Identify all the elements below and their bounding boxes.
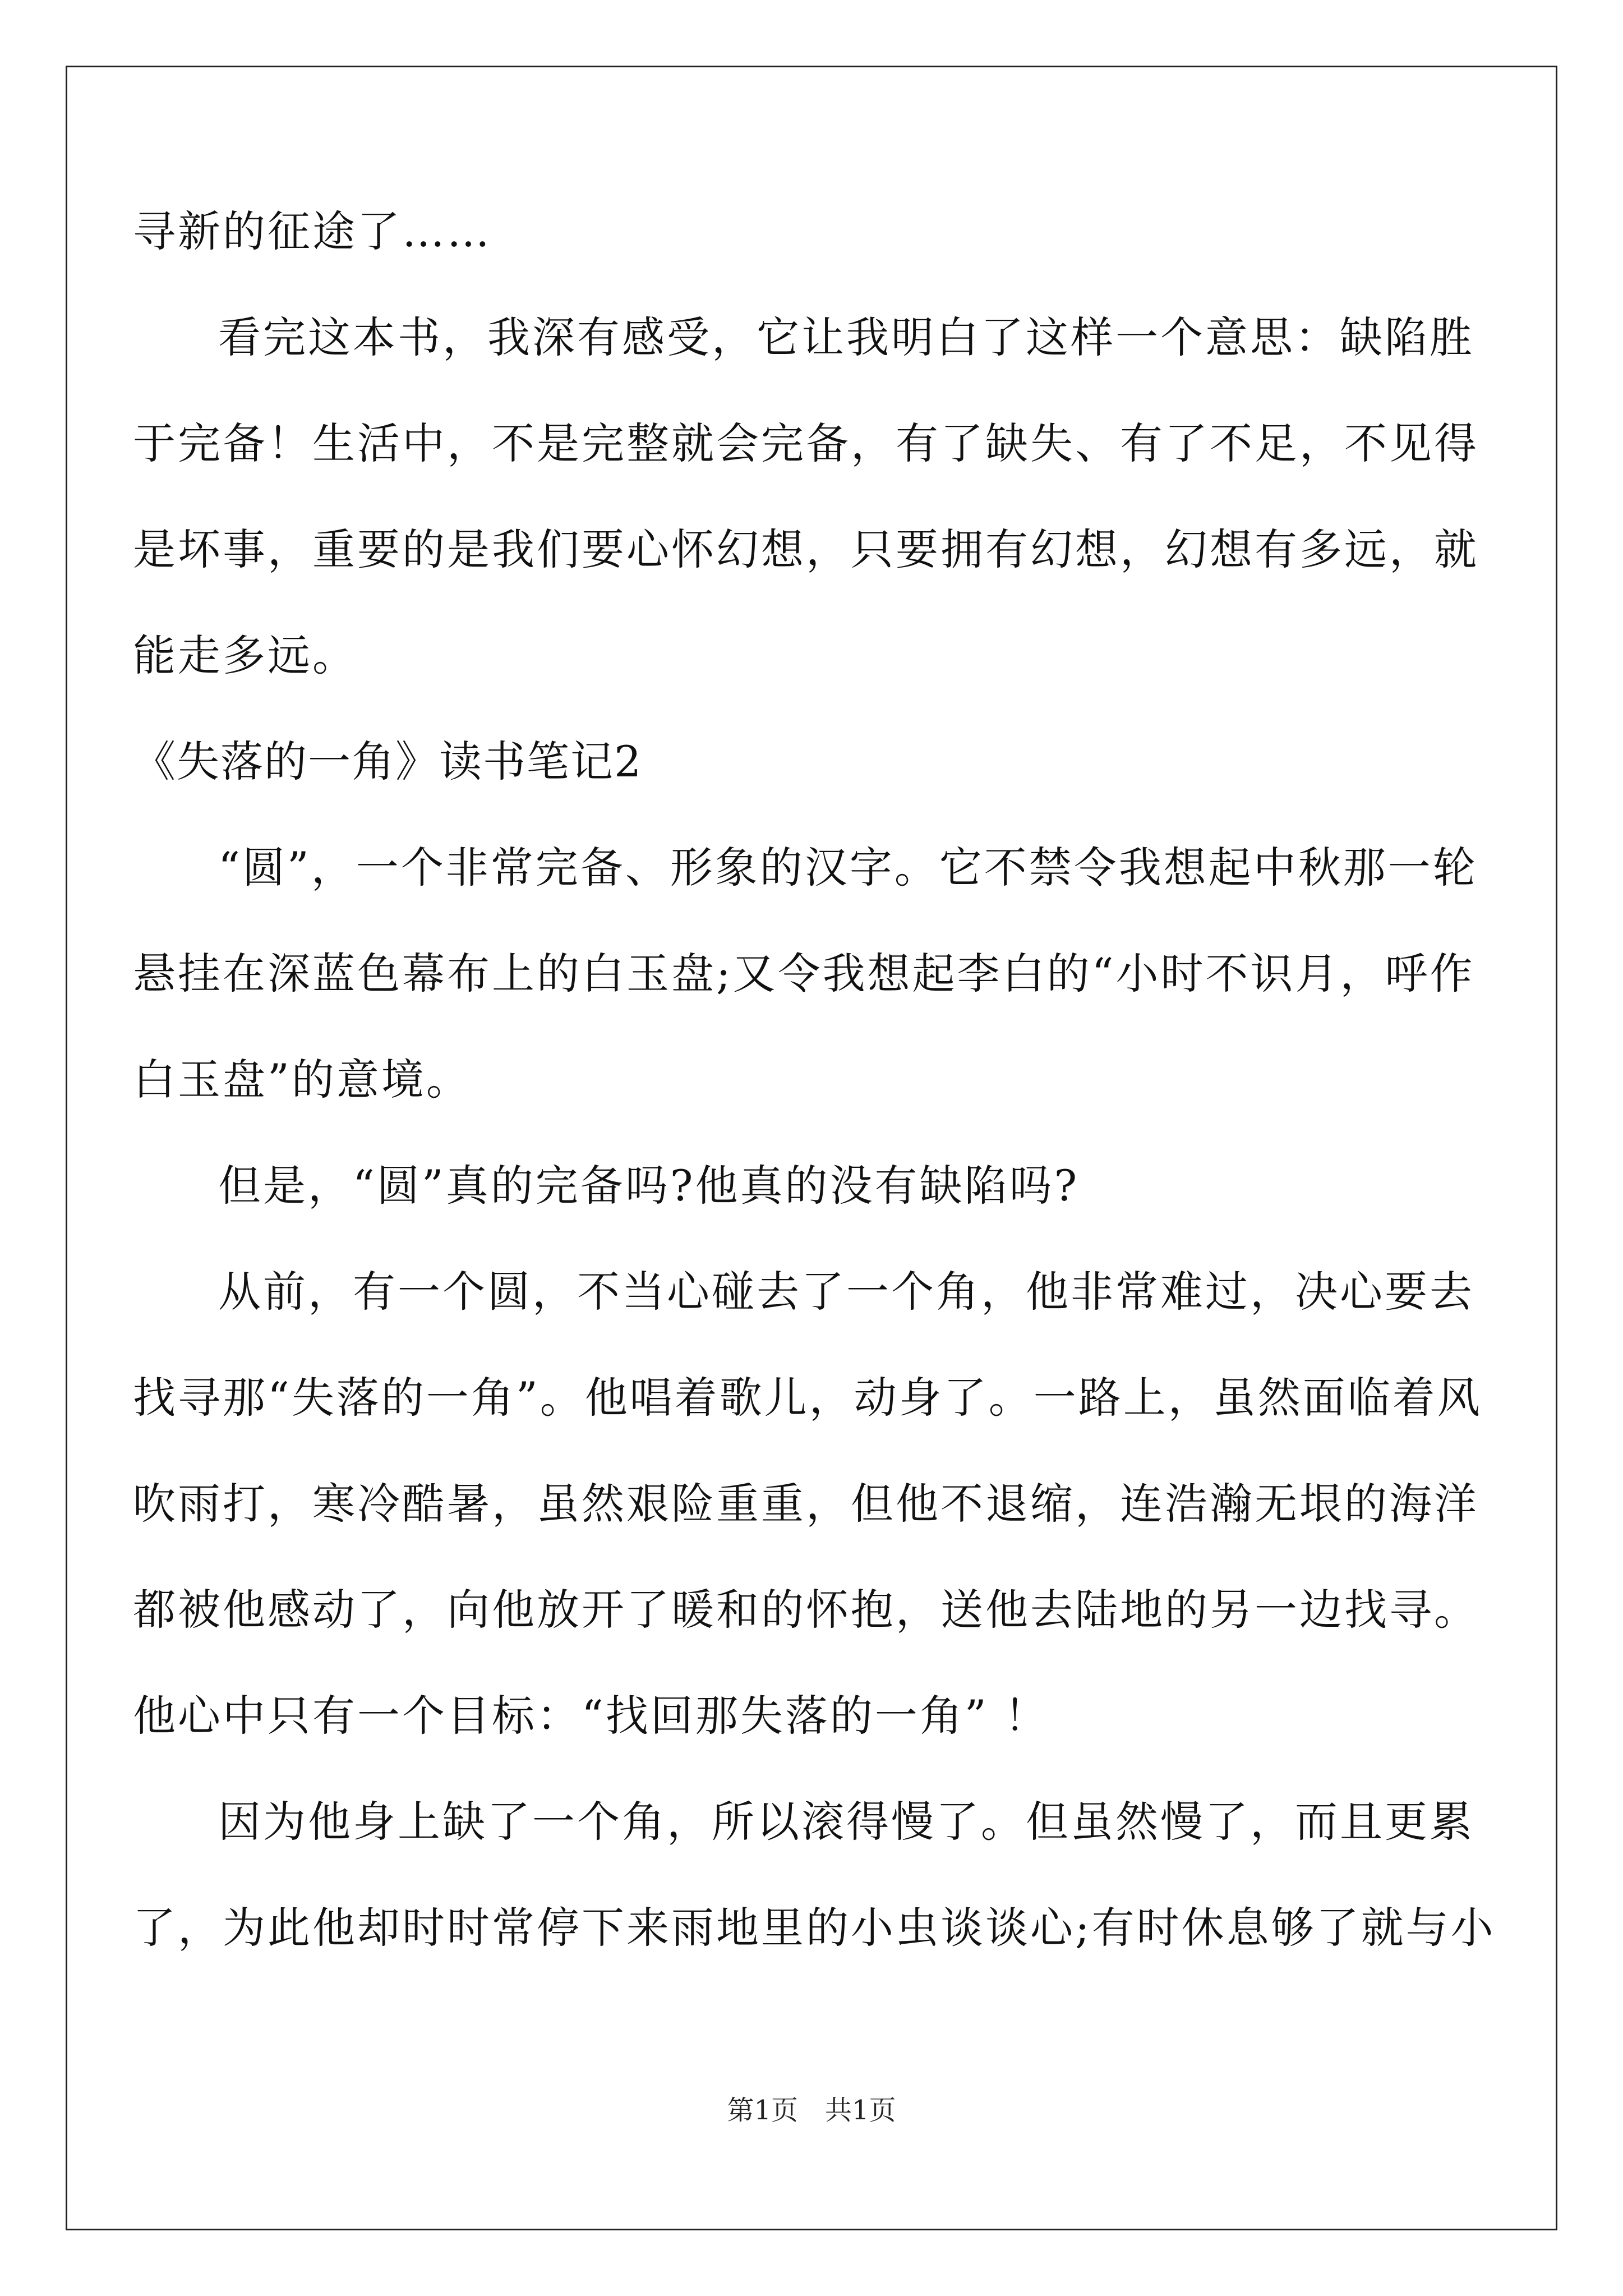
text-line: 白玉盘”的意境。	[133, 1055, 471, 1105]
text-line: 因为他身上缺了一个角，所以滚得慢了。但虽然慢了，而且更累	[218, 1797, 1474, 1847]
text-line: 能走多远。	[133, 631, 357, 680]
text-line: 从前，有一个圆，不当心碰去了一个角，他非常难过，决心要去	[218, 1267, 1474, 1317]
text-line: 是坏事，重要的是我们要心怀幻想，只要拥有幻想，幻想有多远，就	[133, 524, 1479, 574]
text-line: 吹雨打，寒冷酷暑，虽然艰险重重，但他不退缩，连浩瀚无垠的海洋	[133, 1479, 1479, 1529]
page-number: 第1页	[727, 2095, 798, 2126]
text-line: 找寻那“失落的一角”。他唱着歌儿，动身了。一路上，虽然面临着风	[133, 1373, 1482, 1423]
text-line: 看完这本书，我深有感受，它让我明白了这样一个意思：缺陷胜	[218, 312, 1474, 362]
text-line: 悬挂在深蓝色幕布上的白玉盘;又令我想起李白的“小时不识月，呼作	[133, 949, 1475, 999]
section-heading: 《失落的一角》读书笔记2	[133, 737, 643, 786]
text-line: 他心中只有一个目标：“找回那失落的一角” ！	[133, 1691, 1049, 1741]
text-line: 寻新的征途了……	[133, 206, 492, 256]
text-line: “圆”，一个非常完备、形象的汉字。它不禁令我想起中秋那一轮	[218, 843, 1478, 892]
text-line: 都被他感动了，向他放开了暖和的怀抱，送他去陆地的另一边找寻。	[133, 1585, 1479, 1635]
text-line: 于完备！生活中，不是完整就会完备，有了缺失、有了不足，不见得	[133, 418, 1479, 468]
page-footer	[0, 2093, 1623, 2127]
text-line: 但是，“圆”真的完备吗?他真的没有缺陷吗?	[218, 1161, 1080, 1211]
text-line: 了，为此他却时时常停下来雨地里的小虫谈谈心;有时休息够了就与小	[133, 1903, 1496, 1953]
page-total: 共1页	[825, 2095, 896, 2126]
